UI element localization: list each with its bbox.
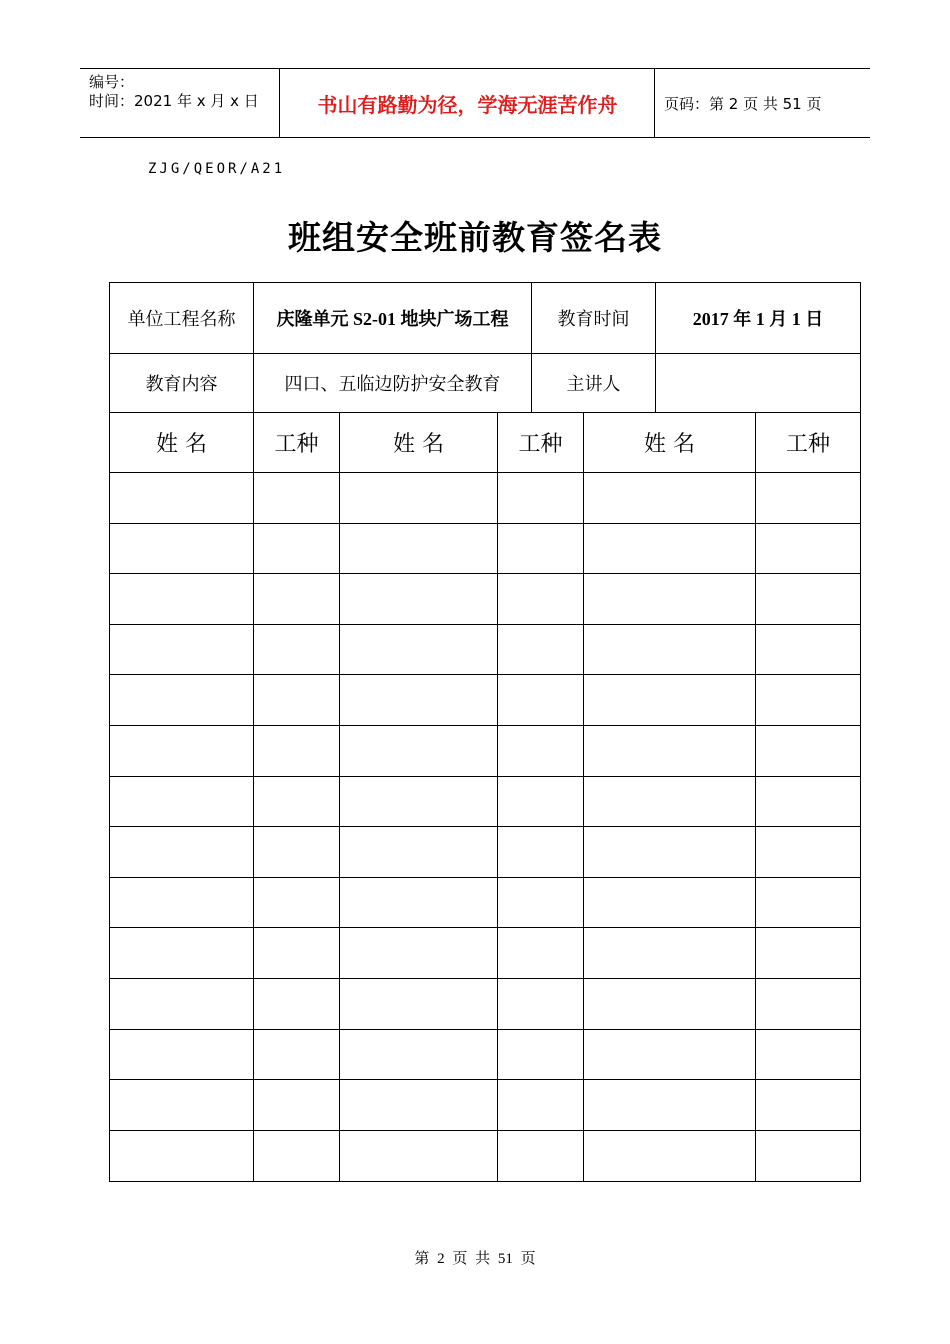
trade-cell[interactable] — [756, 1131, 860, 1182]
trade-cell[interactable] — [756, 675, 860, 725]
name-cell[interactable] — [584, 574, 756, 624]
trade-cell[interactable] — [498, 979, 584, 1029]
unit-value: 庆隆单元 S2-01 地块广场工程 — [254, 283, 532, 353]
col-header-trade-1: 工种 — [254, 413, 340, 472]
table-row — [110, 827, 860, 878]
trade-cell[interactable] — [498, 625, 584, 675]
name-cell[interactable] — [584, 928, 756, 978]
trade-cell[interactable] — [498, 574, 584, 624]
page-title: 班组安全班前教育签名表 — [288, 218, 662, 257]
info-row-content — [110, 354, 860, 413]
name-cell[interactable] — [110, 928, 254, 978]
table-row — [110, 777, 860, 828]
document-code: ZJG/QEOR/A21 — [148, 161, 286, 177]
name-cell[interactable] — [340, 726, 498, 776]
trade-cell[interactable] — [498, 777, 584, 827]
trade-cell[interactable] — [254, 726, 340, 776]
header-page-info: 页码：第 2 页 共 51 页 — [664, 94, 822, 113]
name-cell[interactable] — [110, 726, 254, 776]
number-label: 编号： — [89, 73, 135, 91]
trade-cell[interactable] — [254, 473, 340, 523]
name-cell[interactable] — [584, 777, 756, 827]
name-cell[interactable] — [340, 1030, 498, 1080]
info-row-unit — [110, 283, 860, 354]
name-cell[interactable] — [340, 1080, 498, 1130]
trade-cell[interactable] — [498, 524, 584, 574]
name-cell[interactable] — [584, 726, 756, 776]
trade-cell[interactable] — [254, 1080, 340, 1130]
trade-cell[interactable] — [756, 979, 860, 1029]
trade-cell[interactable] — [254, 827, 340, 877]
name-cell[interactable] — [110, 1080, 254, 1130]
table-row — [110, 979, 860, 1030]
trade-cell[interactable] — [498, 928, 584, 978]
name-cell[interactable] — [340, 524, 498, 574]
name-cell[interactable] — [340, 878, 498, 928]
name-cell[interactable] — [584, 1131, 756, 1182]
trade-cell[interactable] — [498, 1030, 584, 1080]
table-row — [110, 574, 860, 625]
name-cell[interactable] — [110, 878, 254, 928]
header-motto: 书山有路勤为径，学海无涯苦作舟 — [281, 69, 655, 137]
table-row — [110, 1131, 860, 1182]
name-cell[interactable] — [584, 827, 756, 877]
trade-cell[interactable] — [254, 979, 340, 1029]
trade-cell[interactable] — [254, 1030, 340, 1080]
trade-cell[interactable] — [756, 625, 860, 675]
name-cell[interactable] — [340, 574, 498, 624]
trade-cell[interactable] — [756, 1030, 860, 1080]
trade-cell[interactable] — [756, 726, 860, 776]
name-cell[interactable] — [584, 524, 756, 574]
trade-cell[interactable] — [756, 574, 860, 624]
speaker-label: 主讲人 — [532, 354, 656, 412]
col-header-name-1: 姓 名 — [110, 413, 254, 472]
page-footer: 第 2 页 共 51 页 — [414, 1251, 536, 1267]
table-row — [110, 726, 860, 777]
name-cell[interactable] — [110, 827, 254, 877]
content-value: 四口、五临边防护安全教育 — [254, 354, 532, 412]
trade-cell[interactable] — [756, 524, 860, 574]
content-label: 教育内容 — [110, 354, 254, 412]
trade-cell[interactable] — [498, 878, 584, 928]
name-cell[interactable] — [110, 777, 254, 827]
table-row — [110, 878, 860, 929]
trade-cell[interactable] — [254, 574, 340, 624]
trade-cell[interactable] — [756, 928, 860, 978]
trade-cell[interactable] — [498, 726, 584, 776]
time-label: 时间：2021 年 x 月 x 日 — [89, 92, 259, 110]
name-cell[interactable] — [340, 777, 498, 827]
table-row — [110, 524, 860, 575]
trade-cell[interactable] — [498, 1131, 584, 1182]
trade-cell[interactable] — [756, 827, 860, 877]
table-row — [110, 1030, 860, 1081]
name-cell[interactable] — [584, 625, 756, 675]
name-cell[interactable] — [110, 675, 254, 725]
trade-cell[interactable] — [254, 524, 340, 574]
name-cell[interactable] — [584, 473, 756, 523]
name-cell[interactable] — [110, 1131, 254, 1182]
name-cell[interactable] — [340, 979, 498, 1029]
trade-cell[interactable] — [498, 827, 584, 877]
page-header — [80, 68, 870, 138]
name-cell[interactable] — [584, 1080, 756, 1130]
name-cell[interactable] — [110, 1030, 254, 1080]
education-time-label: 教育时间 — [532, 283, 656, 353]
table-row — [110, 625, 860, 676]
trade-cell[interactable] — [756, 878, 860, 928]
col-header-trade-2: 工种 — [498, 413, 584, 472]
name-cell[interactable] — [340, 928, 498, 978]
table-row — [110, 928, 860, 979]
name-cell[interactable] — [584, 878, 756, 928]
trade-cell[interactable] — [254, 928, 340, 978]
sign-in-form — [109, 282, 861, 1182]
name-cell[interactable] — [110, 625, 254, 675]
name-cell[interactable] — [584, 1030, 756, 1080]
col-header-name-2: 姓 名 — [340, 413, 498, 472]
name-cell[interactable] — [340, 1131, 498, 1182]
name-cell[interactable] — [110, 979, 254, 1029]
trade-cell[interactable] — [254, 1131, 340, 1182]
col-header-trade-3: 工种 — [785, 432, 830, 457]
column-header-row — [110, 413, 860, 473]
header-meta — [80, 69, 280, 137]
name-cell[interactable] — [340, 625, 498, 675]
name-cell[interactable] — [584, 979, 756, 1029]
trade-cell[interactable] — [254, 625, 340, 675]
table-row — [110, 473, 860, 524]
col-header-name-3: 姓 名 — [584, 413, 756, 472]
trade-cell[interactable] — [254, 675, 340, 725]
name-cell[interactable] — [110, 473, 254, 523]
trade-cell[interactable] — [254, 878, 340, 928]
unit-label: 单位工程名称 — [110, 283, 254, 353]
name-cell[interactable] — [110, 574, 254, 624]
trade-cell[interactable] — [756, 473, 860, 523]
table-row — [110, 675, 860, 726]
name-cell[interactable] — [584, 675, 756, 725]
name-cell[interactable] — [340, 675, 498, 725]
trade-cell[interactable] — [756, 777, 860, 827]
table-row — [110, 1080, 860, 1131]
name-cell[interactable] — [340, 473, 498, 523]
trade-cell[interactable] — [254, 777, 340, 827]
trade-cell[interactable] — [498, 1080, 584, 1130]
education-time-value: 2017 年 1 月 1 日 — [692, 309, 824, 329]
name-cell[interactable] — [110, 524, 254, 574]
trade-cell[interactable] — [498, 473, 584, 523]
trade-cell[interactable] — [756, 1080, 860, 1130]
name-cell[interactable] — [340, 827, 498, 877]
speaker-value[interactable] — [656, 354, 860, 412]
trade-cell[interactable] — [498, 675, 584, 725]
